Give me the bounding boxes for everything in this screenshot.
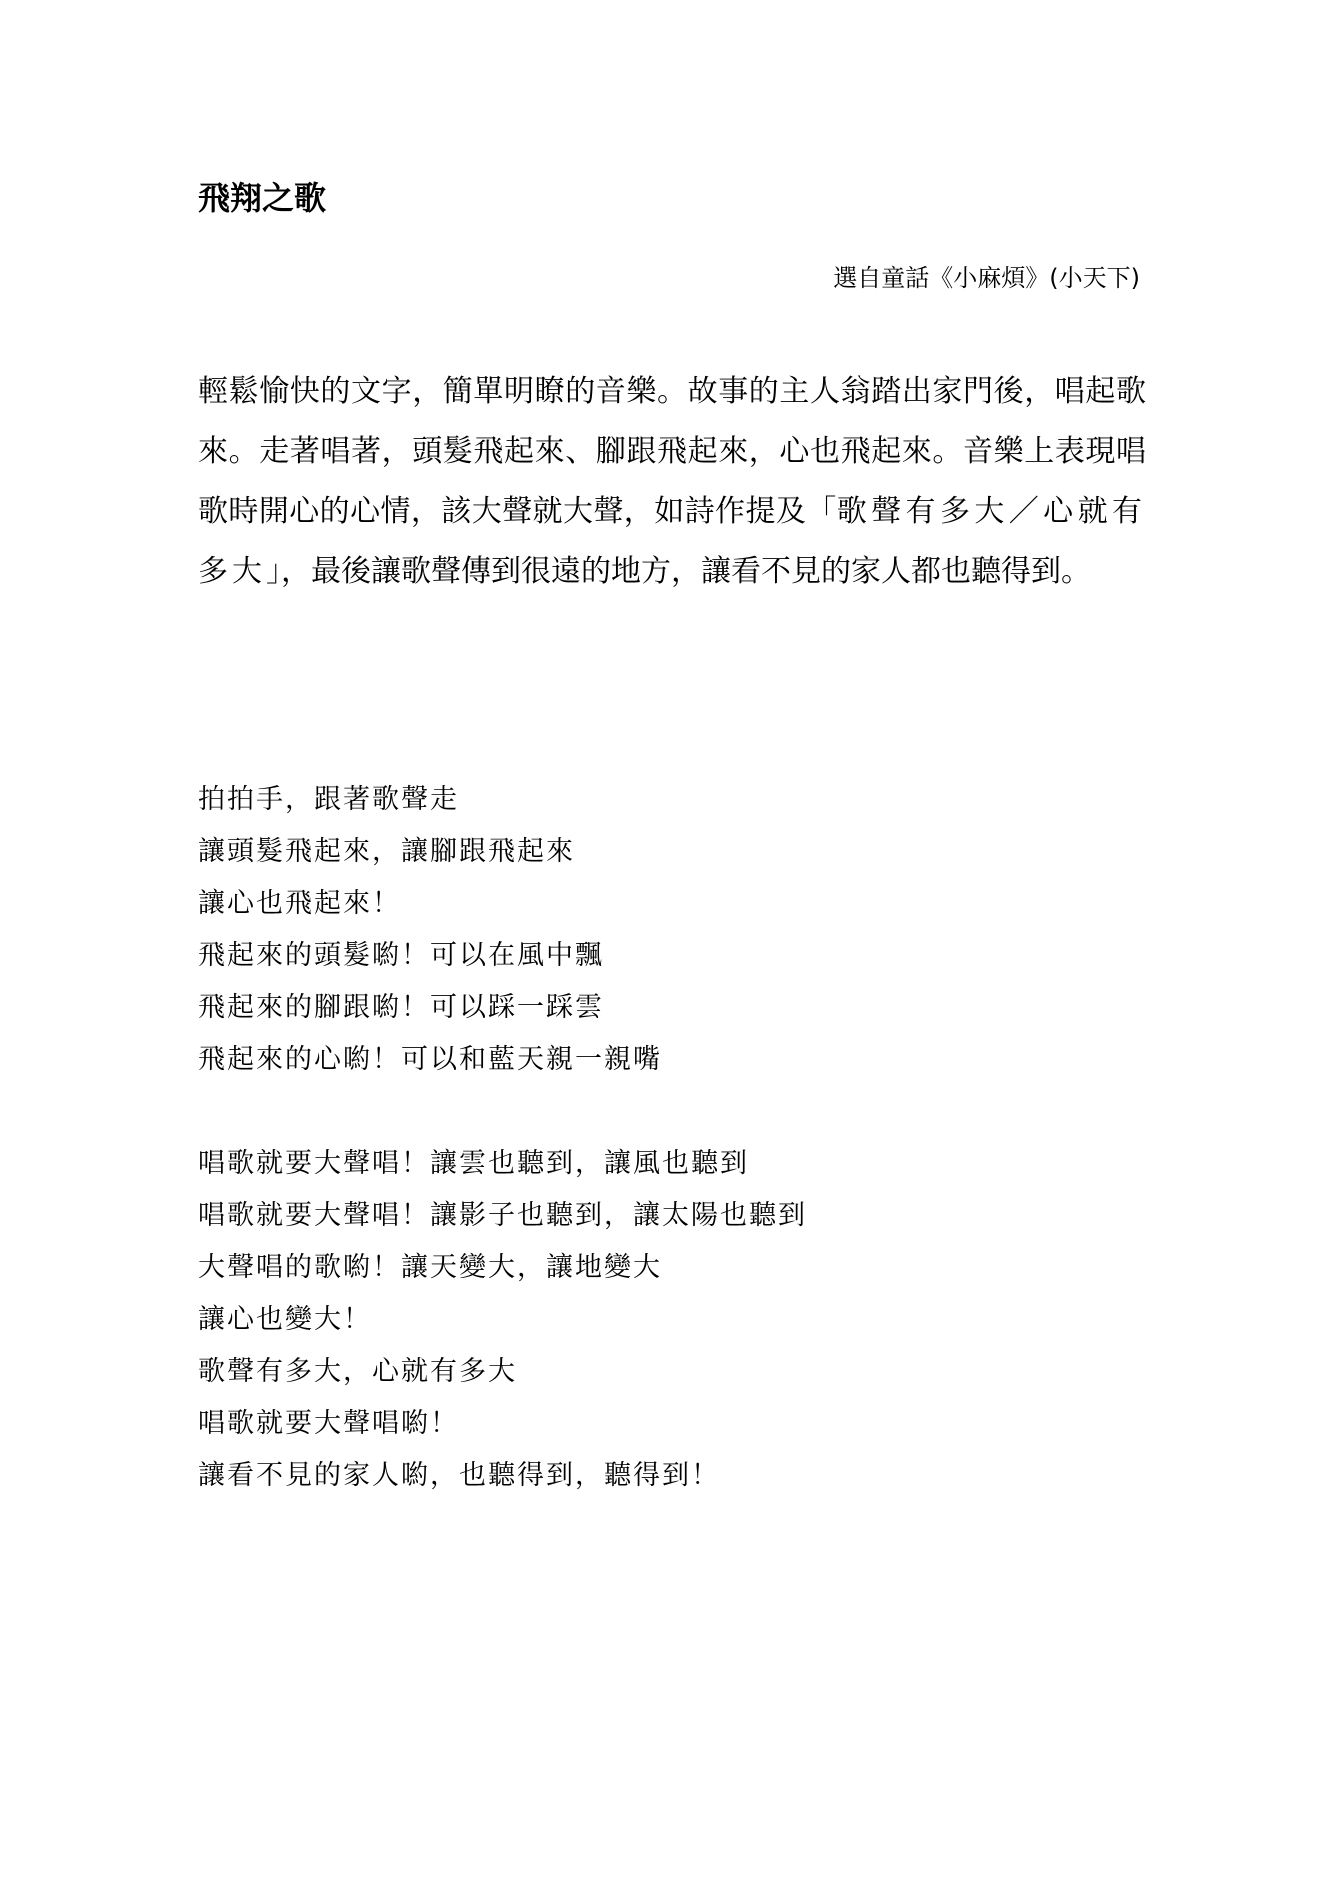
poem-line: 歌聲有多大，心就有多大 [198,1356,517,1387]
intro-quote: 歌聲有多大／心就有多大 [198,494,1147,589]
poem-stanza-2 [198,1138,1098,1502]
intro-paragraph [198,362,1146,602]
poem-line: 讓心也飛起來！ [198,888,401,919]
poem-line: 飛起來的腳跟喲！可以踩一踩雲 [198,992,604,1023]
poem-stanza-1 [198,774,1098,1086]
poem-line: 唱歌就要大聲唱喲！ [198,1408,459,1439]
poem-line: 唱歌就要大聲唱！讓影子也聽到，讓太陽也聽到 [198,1200,807,1231]
intro-text-after-quote: 」，最後讓歌聲傳到很遠的地方，讓看不見的家人都也聽得到。 [266,554,1091,589]
source-attribution: 選自童話《小麻煩》(小天下) [833,264,1140,292]
poem-line: 唱歌就要大聲唱！讓雲也聽到，讓風也聽到 [198,1148,749,1179]
poem-line: 飛起來的頭髮喲！可以在風中飄 [198,940,604,971]
poem-line: 飛起來的心喲！可以和藍天親一親嘴 [198,1044,662,1075]
poem-line: 拍拍手，跟著歌聲走 [198,784,459,815]
intro-text-before-quote: 輕鬆愉快的文字，簡單明瞭的音樂。故事的主人翁踏出家門後，唱起歌來。走著唱著，頭髮飛起來、腳跟飛起來，心也飛起來。音樂上表現唱歌時開心的心情，該大聲就大聲，如詩作提及「 [198,374,1146,529]
page-title: 飛翔之歌 [198,179,327,217]
poem-line: 讓頭髮飛起來，讓腳跟飛起來 [198,836,575,867]
poem-line: 讓看不見的家人喲，也聽得到，聽得到！ [198,1460,720,1491]
poem-line: 讓心也變大！ [198,1304,372,1335]
poem-line: 大聲唱的歌喲！讓天變大，讓地變大 [198,1252,662,1283]
